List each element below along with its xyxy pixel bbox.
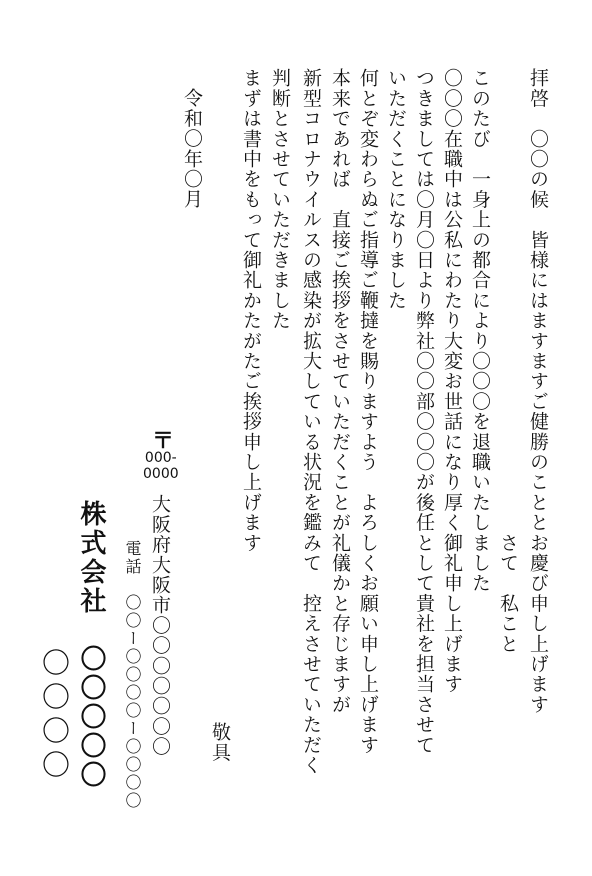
letter-line-8: 本来であれば 直接ご挨拶をさせていただくことが礼儀かと存じますが [329,68,351,715]
sender-address: 大阪府大阪市〇〇〇〇〇〇〇 [149,494,171,757]
postal-code-line-1: 000- [144,450,177,466]
letter-line-5: つきましては〇月〇日より弊社〇〇部〇〇〇が後任として貴社を担当させて [413,68,435,755]
letter-line-2: さて 私こと [497,68,519,654]
letter-line-3: このたび 一身上の都合により〇〇〇を退職いたしました [469,68,491,594]
closing-text: 敬具 [209,722,231,763]
letter-line-9: 新型コロナウイルスの感染が拡大している状況を鑑みて 控えさせていただく [300,68,322,775]
letter-line-4: 〇〇〇在職中は公私にわたり大変お世話になり厚く御礼申し上げます [441,68,463,695]
company-name: 株式会社 〇〇〇〇〇 [76,500,106,790]
letter-line-7: 何とぞ変わらぬご指導ご鞭撻を賜りますよう よろしくお願い申し上げます [357,68,379,755]
letter-line-1: 拝啓 〇〇の候 皆様にはますますご健勝のこととお慶び申し上げます [527,68,549,715]
sender-name: 〇〇〇〇 [38,648,71,784]
letter-date: 令和〇年〇月 [181,88,203,210]
letter-line-11: まずは書中をもって御礼かたがたご挨拶申し上げます [240,68,262,553]
postal-code [143,450,179,482]
letter-line-6: いただくことになりました [385,68,407,311]
sender-phone: 電話 〇〇ー〇〇〇〇ー〇〇〇〇 [123,540,142,810]
postal-code-line-2: 0000 [143,466,179,482]
letter-line-10: 判断とさせていただきました [269,68,291,331]
postal-mark-icon: 〒 [152,429,175,454]
